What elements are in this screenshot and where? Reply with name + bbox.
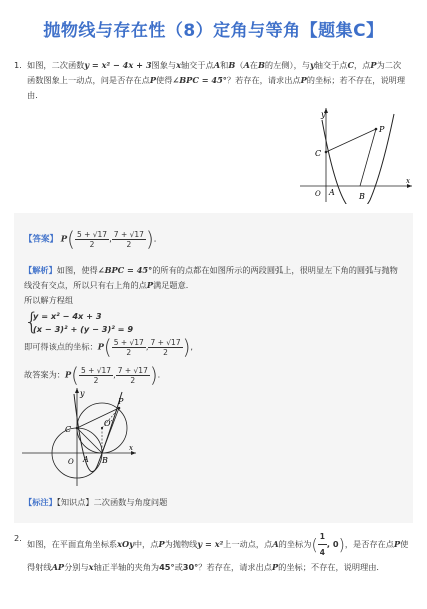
- text: （: [235, 60, 244, 70]
- question-text: [27, 58, 409, 103]
- label-o: O: [68, 458, 74, 466]
- text: 或: [174, 562, 183, 572]
- label-y: y: [321, 110, 326, 119]
- text: ？若存在，请求出点: [226, 75, 301, 85]
- comma: ,: [109, 234, 112, 245]
- page-title: 抛物线与存在性（8）定角与等角【题集C】: [43, 21, 384, 41]
- final-answer: [24, 363, 166, 387]
- comma: ,: [113, 369, 116, 380]
- point-p: P: [158, 539, 165, 549]
- text: ，是否存在点: [344, 539, 394, 549]
- answer-section: [14, 213, 413, 523]
- note-text: 【知识点】二次函数与角度问题: [56, 497, 168, 507]
- text: 使得射线: [27, 539, 409, 572]
- point-p: P: [370, 60, 377, 70]
- point-a: A: [272, 539, 279, 549]
- text: 故答案为：: [24, 369, 65, 380]
- left-paren: (: [311, 535, 318, 554]
- note-tag: 【标注】: [24, 497, 57, 507]
- equations: [33, 310, 133, 336]
- text: 的坐标；不存在，说明理由．: [278, 562, 385, 572]
- text: 的左侧），与: [264, 60, 310, 70]
- text: 如图，二次函数: [27, 60, 85, 70]
- text: 使得: [156, 75, 173, 85]
- label-c: C: [65, 425, 72, 434]
- text: 轴交于点: [314, 60, 348, 70]
- right-paren: ): [182, 335, 191, 359]
- point-p: P: [149, 75, 156, 85]
- point-b: B: [228, 60, 236, 70]
- text: ，点: [354, 60, 371, 70]
- brace: {: [24, 308, 40, 336]
- point-p: P: [146, 280, 153, 290]
- numerator: 7 + √17: [113, 229, 144, 239]
- coordinate-y: , 0: [326, 539, 339, 549]
- text: 为抛物线: [164, 539, 198, 549]
- text: 在: [249, 60, 258, 70]
- label-y: y: [80, 389, 85, 398]
- label-a: A: [329, 188, 335, 197]
- numerator: 7 + √17: [150, 337, 181, 347]
- equation-2: (x − 3)² + (y − 3)² = 9: [33, 324, 134, 334]
- figure-2: [22, 386, 140, 488]
- point-c-dot: [76, 427, 79, 430]
- denominator: 2: [126, 347, 132, 357]
- numerator: 7 + √17: [117, 365, 148, 375]
- fraction-x: [112, 338, 146, 357]
- label-o1: O′: [104, 419, 113, 428]
- label-x: x: [129, 444, 133, 452]
- explanation: [24, 263, 404, 308]
- denominator: 4: [319, 548, 325, 557]
- point-c-dot: [325, 151, 328, 154]
- angle-30: 30°: [182, 562, 199, 572]
- text: 即可得该点的坐标：: [24, 341, 98, 352]
- equation-1: y = x² − 4x + 3: [33, 311, 102, 321]
- angle-condition: ∠BPC = 45°: [97, 265, 153, 275]
- text: 为二次函数图象上一动点，问是否存在点: [27, 60, 402, 85]
- angle-condition: ∠BPC = 45°: [172, 75, 227, 85]
- fraction-x: [79, 366, 113, 385]
- point-p: P: [64, 369, 72, 380]
- text: 和: [220, 60, 229, 70]
- var-x: x: [88, 562, 94, 572]
- question-number: 1.: [14, 60, 22, 70]
- text: 轴交于点: [180, 60, 214, 70]
- text: 的坐标；若不存在，说明理由．: [27, 75, 406, 100]
- label-b: B: [359, 192, 365, 201]
- label-c: C: [315, 149, 322, 158]
- point-p: P: [300, 75, 307, 85]
- var-y: y: [309, 60, 315, 70]
- text: 如图，在平面直角坐标系: [27, 539, 118, 549]
- fraction-x: [75, 230, 109, 249]
- point-p-dot: [118, 407, 121, 410]
- question-1: [14, 58, 409, 103]
- question-2: [14, 529, 409, 575]
- coordinate-system: xOy: [117, 539, 134, 549]
- point-p: P: [60, 234, 68, 245]
- text: 的坐标为: [278, 539, 312, 549]
- answer-tag: 【答案】: [24, 234, 59, 245]
- left-paren: (: [103, 335, 112, 359]
- period: ．: [153, 234, 163, 245]
- label-b: B: [102, 456, 108, 465]
- comma: ,: [190, 341, 194, 352]
- period: ．: [157, 369, 166, 380]
- label-p: P: [379, 125, 385, 134]
- question-text: [27, 529, 409, 575]
- segment-bp: [360, 129, 376, 186]
- point-p-dot: [375, 128, 378, 131]
- right-paren: ): [338, 535, 345, 554]
- ray-ap: AP: [51, 562, 65, 572]
- fraction-y: [112, 230, 146, 249]
- numerator: 5 + √17: [76, 229, 108, 239]
- coordinate-result: [24, 335, 193, 359]
- function-expression: y = x²: [197, 539, 224, 549]
- point-a: A: [243, 60, 250, 70]
- text: 的所有的点都在如图所示的两段圆弧上，很明显左下角的圆弧与抛物线没有交点，所以只有右上角的点: [24, 265, 398, 290]
- right-paren: ): [149, 363, 158, 387]
- equation-system: [24, 310, 133, 336]
- text: 轴正半轴的夹角为: [93, 562, 160, 572]
- right-paren: ): [145, 227, 154, 251]
- text: 中，点: [133, 539, 159, 549]
- text: 图象与: [151, 60, 177, 70]
- point-o1-dot: [101, 427, 103, 429]
- figure-1: [300, 106, 415, 204]
- fraction-y: [116, 366, 150, 385]
- numerator: 5 + √17: [80, 365, 112, 375]
- solve-text: 所以解方程组: [24, 295, 74, 305]
- text: ？若存在，请求出点: [198, 562, 272, 572]
- text: 如图，使得: [56, 265, 98, 275]
- left-paren: (: [71, 363, 79, 387]
- denominator: 2: [89, 239, 95, 249]
- denominator: 2: [93, 375, 99, 385]
- point-p: P: [97, 341, 104, 352]
- text: 上一动点，点: [223, 539, 273, 549]
- segment-cp: [326, 129, 376, 152]
- point-c: C: [347, 60, 355, 70]
- explanation-tag: 【解析】: [24, 265, 57, 275]
- y-axis-arrow: [75, 388, 79, 393]
- label-o: O: [315, 190, 321, 198]
- numerator: 1: [318, 529, 327, 545]
- var-x: x: [176, 60, 181, 70]
- fraction-y: [145, 337, 182, 357]
- denominator: 2: [126, 239, 132, 249]
- note-line: [24, 497, 167, 508]
- numerator: 5 + √17: [113, 337, 144, 347]
- label-a: A: [83, 455, 89, 464]
- fraction-a: [318, 529, 327, 560]
- angle-45: 45°: [159, 562, 175, 572]
- denominator: 2: [130, 375, 136, 385]
- label-x: x: [406, 177, 410, 185]
- text: 满足题意．: [153, 280, 194, 290]
- point-b: B: [258, 60, 265, 70]
- function-expression: y = x² − 4x + 3: [84, 60, 152, 70]
- question-number: 2.: [14, 533, 22, 543]
- point-p: P: [393, 539, 401, 549]
- comma: ,: [145, 341, 149, 352]
- left-paren: (: [67, 227, 75, 251]
- text: 分别与: [64, 562, 89, 572]
- denominator: 2: [163, 347, 168, 357]
- label-p: P: [118, 397, 124, 406]
- point-a: A: [213, 60, 221, 70]
- answer-line: [24, 227, 162, 251]
- point-p: P: [271, 562, 279, 572]
